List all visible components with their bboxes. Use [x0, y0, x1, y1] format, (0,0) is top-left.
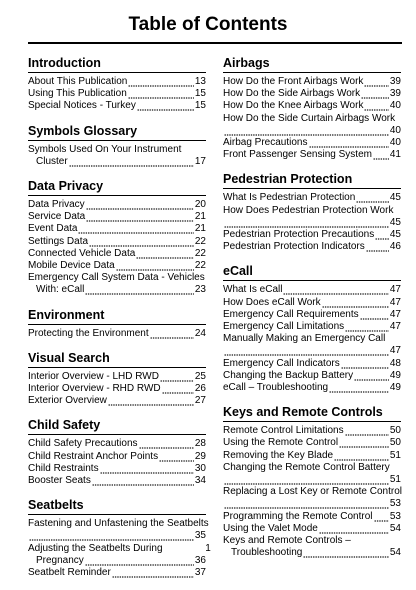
entry-line [28, 100, 206, 112]
toc-section-seatbelts [28, 498, 209, 579]
section-heading: Symbols Glossary [28, 123, 138, 138]
dot-leader [319, 523, 389, 535]
entry-title: Data Privacy [28, 199, 85, 211]
dot-leader [334, 450, 389, 462]
entry-page-number: 17 [194, 155, 206, 167]
entry-page-number: 51 [389, 474, 401, 486]
dot-leader [345, 425, 389, 437]
toc-entry[interactable] [223, 437, 401, 449]
entry-page-number: 50 [389, 425, 401, 437]
toc-section-keys-and-remote-controls [223, 405, 401, 559]
dot-leader [366, 241, 389, 253]
entry-continuation-line [223, 474, 401, 486]
toc-section-pedestrian-protection [223, 172, 401, 253]
dot-leader [224, 217, 389, 229]
entry-continuation-line [28, 284, 206, 296]
entry-page-number: 40 [389, 124, 401, 136]
toc-entry[interactable] [28, 328, 206, 340]
toc-right-column [223, 52, 401, 571]
toc-entry[interactable] [28, 463, 206, 475]
section-rule [223, 188, 401, 189]
entry-line [28, 199, 206, 211]
entry-first-line [223, 205, 401, 217]
dot-leader [364, 100, 388, 112]
entry-page-number: 45 [389, 192, 401, 204]
entry-page-number: 27 [194, 395, 206, 407]
entry-title: How Does Pedestrian Protection Work [223, 204, 394, 216]
entry-line [223, 88, 401, 100]
entry-continuation-line [28, 555, 206, 567]
entry-title: Adjusting the Seatbelts During [28, 542, 163, 554]
entry-line [223, 76, 401, 88]
entry-line [28, 260, 206, 272]
section-rule [223, 72, 401, 73]
entry-line [28, 211, 206, 223]
entry-first-line [223, 486, 401, 498]
toc-entry[interactable] [223, 425, 401, 437]
toc-section-environment [28, 308, 206, 340]
entry-page-number: 51 [389, 449, 401, 461]
toc-entry[interactable] [223, 511, 401, 523]
entry-line [28, 451, 206, 463]
entry-page-number: 48 [389, 357, 401, 369]
entry-line [223, 137, 401, 149]
entry-line [223, 309, 401, 321]
entry-first-line [28, 518, 209, 530]
toc-entry[interactable] [28, 371, 206, 383]
dot-leader [89, 236, 194, 248]
dot-leader [224, 474, 389, 486]
entry-continuation-line [223, 125, 401, 137]
entry-line [223, 321, 401, 333]
entry-page-number: 21 [194, 223, 206, 235]
entry-line [223, 100, 401, 112]
toc-entry[interactable] [223, 113, 401, 137]
toc-entry[interactable] [223, 100, 401, 112]
dot-leader [374, 511, 389, 523]
entry-line [223, 450, 401, 462]
entry-title: What Is Pedestrian Protection [223, 192, 356, 204]
toc-section-introduction [28, 56, 206, 113]
entry-line [28, 567, 206, 579]
dot-leader [364, 76, 388, 88]
entry-page-number: 20 [194, 199, 206, 211]
entry-title: Remote Control Limitations [223, 425, 344, 437]
entry-title-continued: With: eCall [36, 284, 85, 296]
section-heading: Seatbelts [28, 498, 84, 513]
toc-entry[interactable] [28, 260, 206, 272]
entry-page-number: 47 [389, 321, 401, 333]
entry-page-number: 26 [194, 383, 206, 395]
entry-title: Symbols Used On Your Instrument [28, 143, 182, 155]
entry-title: Using This Publication [28, 88, 127, 100]
entry-title: Keys and Remote Controls – [223, 535, 351, 547]
dot-leader [137, 100, 194, 112]
dot-leader [354, 370, 389, 382]
dot-leader [69, 156, 194, 168]
entry-line [223, 192, 401, 204]
entry-title: Child Restraints [28, 462, 99, 474]
entry-title: Manually Making an Emergency Call [223, 333, 386, 345]
entry-title: Pedestrian Protection Indicators [223, 241, 365, 253]
section-rule [28, 195, 206, 196]
dot-leader [78, 223, 193, 235]
toc-entry[interactable] [28, 438, 206, 450]
entry-title: Seatbelt Reminder [28, 567, 111, 579]
entry-page-number: 22 [194, 247, 206, 259]
entry-line [28, 223, 206, 235]
dot-leader [100, 463, 194, 475]
dot-leader [309, 137, 389, 149]
entry-page-number: 23 [194, 284, 206, 296]
dot-leader [373, 149, 389, 161]
entry-line [28, 383, 206, 395]
entry-title: What Is eCall [223, 284, 283, 296]
entry-title: Changing the Backup Battery [223, 369, 354, 381]
toc-entry[interactable] [28, 567, 206, 579]
entry-line [223, 297, 401, 309]
entry-page-number: 45 [389, 216, 401, 228]
entry-title: How Do the Knee Airbags Work [223, 100, 364, 112]
entry-continuation-line [223, 217, 401, 229]
entry-page-number: 54 [389, 547, 401, 559]
entry-title: Child Restraint Anchor Points [28, 450, 159, 462]
section-rule [223, 280, 401, 281]
toc-entry[interactable] [223, 149, 401, 161]
entry-page-number: 35 [194, 530, 206, 542]
entry-title: Exterior Overview [28, 395, 107, 407]
toc-entry[interactable] [223, 333, 401, 357]
entry-title: Changing the Remote Control Battery [223, 461, 390, 473]
entry-page-number: 24 [194, 327, 206, 339]
toc-section-symbols-glossary [28, 124, 206, 168]
section-rule [28, 72, 206, 73]
toc-entry[interactable] [223, 76, 401, 88]
entry-page-number: 53 [389, 510, 401, 522]
entry-page-number: 29 [194, 450, 206, 462]
toc-entry[interactable] [28, 88, 206, 100]
section-heading: Visual Search [28, 350, 110, 365]
section-rule [28, 324, 206, 325]
toc-entry[interactable] [28, 100, 206, 112]
entry-line [28, 463, 206, 475]
dot-leader [361, 88, 389, 100]
section-rule [223, 421, 401, 422]
toc-entry[interactable] [223, 88, 401, 100]
dot-leader [339, 437, 389, 449]
entry-page-number: 46 [389, 241, 401, 253]
toc-entry[interactable] [223, 241, 401, 253]
section-rule [28, 367, 206, 368]
entry-title: Booster Seats [28, 475, 91, 487]
entry-page-number: 53 [389, 498, 401, 510]
toc-entry[interactable] [28, 395, 206, 407]
entry-title: Programming the Remote Control [223, 510, 373, 522]
entry-page-number: 21 [194, 211, 206, 223]
entry-page-number: 41 [389, 149, 401, 161]
toc-entry[interactable] [28, 211, 206, 223]
dot-leader [283, 284, 388, 296]
dot-leader [341, 358, 389, 370]
entry-title: Removing the Key Blade [223, 449, 334, 461]
entry-line [223, 358, 401, 370]
dot-leader [150, 328, 194, 340]
entry-title: Fastening and Unfastening the Seatbelts [28, 518, 209, 530]
toc-entry[interactable] [223, 358, 401, 370]
entry-title: Special Notices - Turkey [28, 100, 136, 112]
entry-line [223, 511, 401, 523]
entry-title: How Do the Side Curtain Airbags Work [223, 112, 396, 124]
toc-entry[interactable] [223, 229, 401, 241]
toc-entry[interactable] [28, 475, 206, 487]
dot-leader [108, 395, 194, 407]
section-rule [28, 140, 206, 141]
entry-continuation-line [28, 530, 206, 542]
toc-entry[interactable] [28, 272, 206, 296]
toc-entry[interactable] [223, 205, 401, 229]
entry-title: Airbag Precautions [223, 137, 308, 149]
entry-title: Event Data [28, 223, 78, 235]
dot-leader [159, 451, 194, 463]
entry-first-line [223, 333, 401, 345]
entry-title: Settings Data [28, 235, 89, 247]
entry-title: How Do the Side Airbags Work [223, 88, 361, 100]
toc-entry[interactable] [223, 370, 401, 382]
entry-title: Using the Valet Mode [223, 522, 318, 534]
entry-line [223, 284, 401, 296]
section-heading: Pedestrian Protection [223, 172, 353, 187]
dot-leader [128, 76, 194, 88]
toc-entry[interactable] [28, 76, 206, 88]
entry-page-number: 47 [389, 308, 401, 320]
dot-leader [128, 88, 194, 100]
entry-page-number: 39 [389, 88, 401, 100]
toc-entry[interactable] [223, 321, 401, 333]
section-heading: Keys and Remote Controls [223, 405, 383, 420]
dot-leader [160, 371, 194, 383]
entry-page-number: 30 [194, 462, 206, 474]
entry-title: Interior Overview - LHD RWD [28, 370, 159, 382]
entry-continuation-line [223, 345, 401, 357]
toc-entry[interactable] [28, 223, 206, 235]
entry-title: About This Publication [28, 76, 128, 87]
entry-page-number: 25 [194, 370, 206, 382]
toc-entry[interactable] [28, 383, 206, 395]
dot-leader [162, 383, 194, 395]
dot-leader [86, 199, 194, 211]
toc-entry[interactable] [223, 462, 401, 486]
page-title: Table of Contents [128, 14, 288, 35]
entry-page-number: 22 [194, 235, 206, 247]
toc-section-data-privacy [28, 179, 206, 297]
entry-line [28, 438, 206, 450]
toc-entry[interactable] [28, 518, 209, 542]
entry-title: Protecting the Environment [28, 327, 149, 339]
toc-entry[interactable] [28, 236, 206, 248]
entry-line [223, 523, 401, 535]
entry-title: Using the Remote Control [223, 437, 339, 449]
entry-page-number: 40 [389, 100, 401, 112]
entry-title: eCall – Troubleshooting [223, 382, 329, 394]
section-heading: Child Safety [28, 418, 101, 433]
entry-title: Connected Vehicle Data [28, 247, 136, 259]
entry-line [28, 236, 206, 248]
entry-line [223, 370, 401, 382]
entry-title: Emergency Call Requirements [223, 308, 359, 320]
entry-title: Pedestrian Protection Precautions [223, 229, 375, 241]
dot-leader [224, 498, 389, 510]
page-number: 1 [205, 543, 211, 554]
title-divider [28, 42, 402, 44]
toc-entry[interactable] [223, 309, 401, 321]
entry-title: Mobile Device Data [28, 260, 115, 272]
entry-page-number: 36 [194, 554, 206, 566]
entry-first-line [223, 113, 401, 125]
dot-leader [360, 309, 389, 321]
dot-leader [29, 530, 194, 542]
entry-title: Emergency Call Limitations [223, 321, 345, 333]
entry-title: How Does eCall Work [223, 296, 321, 308]
section-heading: Data Privacy [28, 179, 104, 194]
section-heading: Introduction [28, 56, 101, 70]
toc-entry[interactable] [223, 192, 401, 204]
entry-title-continued: Cluster [36, 155, 68, 167]
toc-entry[interactable] [223, 382, 401, 394]
toc-entry[interactable] [223, 297, 401, 309]
entry-title: Child Safety Precautions [28, 438, 138, 450]
toc-entry[interactable] [223, 486, 401, 510]
dot-leader [112, 567, 194, 579]
entry-title: How Do the Front Airbags Work [223, 76, 364, 87]
entry-title: Replacing a Lost Key or Remote Control [223, 486, 402, 498]
dot-leader [375, 229, 389, 241]
entry-page-number: 22 [194, 260, 206, 272]
toc-section-airbags [223, 56, 401, 161]
dot-leader [85, 284, 194, 296]
entry-title: Interior Overview - RHD RWD [28, 383, 161, 395]
toc-entry[interactable] [223, 137, 401, 149]
entry-first-line [28, 272, 206, 284]
entry-page-number: 40 [389, 137, 401, 149]
section-heading: Airbags [223, 56, 270, 70]
entry-page-number: 54 [389, 522, 401, 534]
dot-leader [86, 211, 194, 223]
entry-page-number: 49 [389, 382, 401, 394]
toc-entry[interactable] [223, 450, 401, 462]
entry-page-number: 37 [194, 567, 206, 579]
entry-line [223, 241, 401, 253]
section-heading: eCall [223, 264, 253, 279]
entry-page-number: 47 [389, 296, 401, 308]
entry-title: Front Passenger Sensing System [223, 149, 372, 161]
toc-entry[interactable] [223, 284, 401, 296]
toc-section-visual-search [28, 351, 206, 408]
entry-line [223, 425, 401, 437]
entry-line [223, 382, 401, 394]
entry-line [28, 328, 206, 340]
entry-page-number: 47 [389, 284, 401, 296]
toc-entry[interactable] [223, 523, 401, 535]
entry-page-number: 28 [194, 438, 206, 450]
entry-title: Service Data [28, 211, 86, 223]
dot-leader [136, 248, 194, 260]
toc-section-child-safety [28, 418, 206, 487]
section-rule [28, 434, 206, 435]
dot-leader [116, 260, 194, 272]
entry-line [223, 229, 401, 241]
entry-page-number: 34 [194, 475, 206, 487]
dot-leader [329, 382, 389, 394]
dot-leader [139, 438, 194, 450]
entry-line [28, 88, 206, 100]
entry-continuation-line [28, 156, 206, 168]
toc-section-ecall [223, 264, 401, 394]
toc-entry[interactable] [28, 248, 206, 260]
entry-line [223, 437, 401, 449]
entry-line [28, 475, 206, 487]
entry-title: Emergency Call Indicators [223, 357, 340, 369]
entry-first-line [223, 462, 401, 474]
entry-page-number: 15 [194, 88, 206, 100]
entry-line [28, 76, 206, 88]
entry-title-continued: Troubleshooting [231, 547, 303, 559]
entry-title-continued: Pregnancy [36, 554, 84, 566]
entry-page-number: 50 [389, 437, 401, 449]
entry-first-line [28, 144, 206, 156]
entry-page-number: 39 [389, 76, 401, 87]
dot-leader [356, 192, 389, 204]
entry-title: Emergency Call System Data - Vehicles [28, 272, 205, 284]
dot-leader [345, 321, 389, 333]
entry-line [28, 248, 206, 260]
entry-page-number: 13 [194, 76, 206, 87]
dot-leader [92, 475, 194, 487]
entry-line [28, 395, 206, 407]
section-rule [28, 514, 206, 515]
entry-page-number: 15 [194, 100, 206, 112]
dot-leader [224, 345, 389, 357]
toc-entry[interactable] [28, 199, 206, 211]
section-heading: Environment [28, 307, 105, 322]
dot-leader [224, 125, 389, 137]
entry-line [28, 371, 206, 383]
toc-left-column [28, 52, 209, 590]
entry-continuation-line [223, 498, 401, 510]
toc-entry[interactable] [28, 451, 206, 463]
entry-line [223, 149, 401, 161]
toc-entry[interactable] [28, 144, 206, 168]
entry-page-number: 47 [389, 345, 401, 357]
entry-page-number: 45 [389, 229, 401, 241]
entry-page-number: 49 [389, 369, 401, 381]
dot-leader [85, 555, 194, 567]
dot-leader [322, 297, 389, 309]
